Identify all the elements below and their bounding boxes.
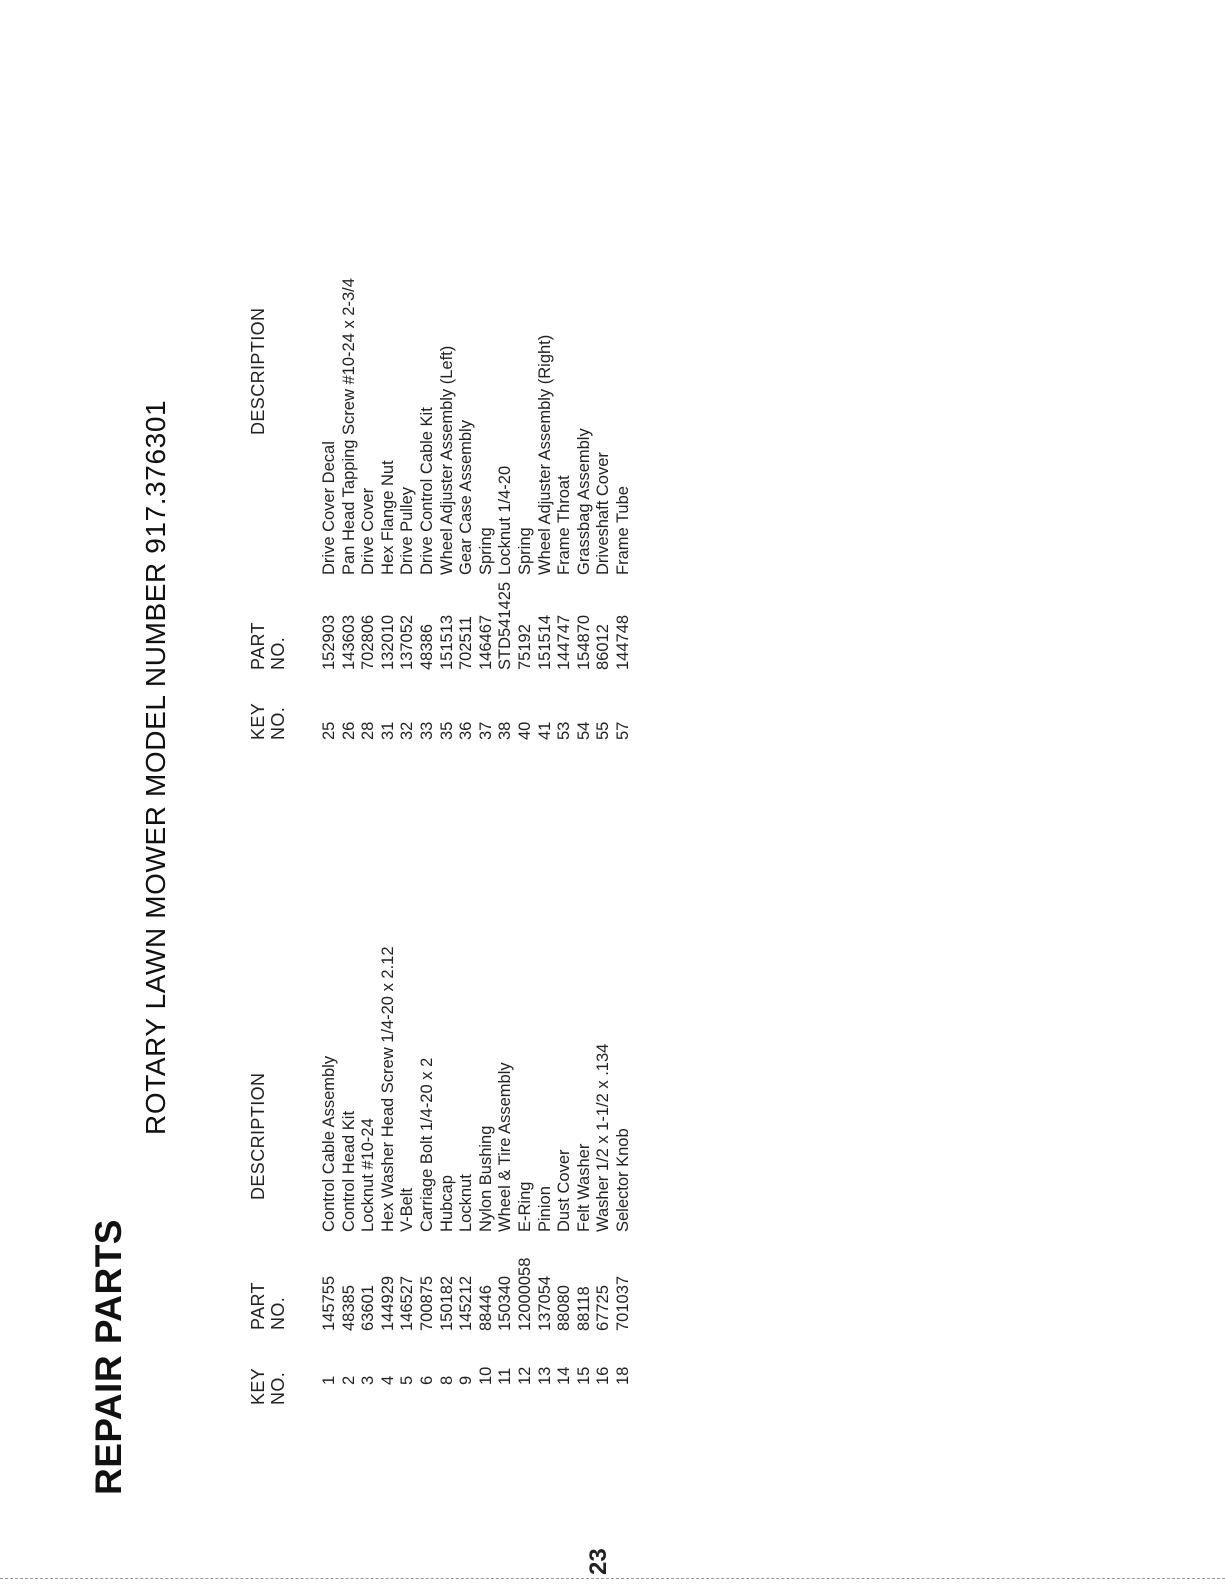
key-number: 1: [320, 1375, 338, 1385]
part-description: Hex Flange Nut: [378, 460, 397, 575]
key-number: 37: [476, 721, 495, 740]
key-number: 5: [398, 1375, 417, 1385]
page-title: ROTARY LAWN MOWER MODEL NUMBER 917.376301: [140, 399, 171, 1135]
part-description: Frame Throat: [555, 475, 574, 575]
part-number: 63601: [359, 1285, 378, 1331]
key-number: 15: [574, 1366, 593, 1385]
part-number: 137052: [398, 614, 417, 670]
part-number: 701037: [613, 1275, 632, 1331]
part-description: Drive Pulley: [398, 486, 417, 575]
part-number: 88446: [476, 1285, 495, 1331]
key-number: 40: [515, 721, 534, 740]
key-number: 3: [359, 1375, 378, 1385]
part-description: Drive Control Cable Kit: [417, 407, 436, 575]
key-number: 10: [476, 1366, 495, 1385]
key-number: 13: [535, 1366, 554, 1385]
part-description: Drive Cover: [359, 487, 378, 575]
part-number: 48385: [339, 1285, 358, 1331]
part-number: 700875: [417, 1275, 436, 1331]
key-number: 38: [496, 721, 515, 740]
part-description: Driveshaft Cover: [594, 452, 613, 575]
key-number: 2: [339, 1375, 358, 1385]
key-number: 25: [320, 721, 338, 740]
left-description-header: DESCRIPTION: [248, 1072, 268, 1200]
left-key-column: [320, 1367, 634, 1385]
part-number: 150340: [496, 1275, 515, 1331]
part-number: 144748: [613, 614, 632, 670]
key-number: 12: [515, 1366, 534, 1385]
part-description: Selector Knob: [613, 1128, 632, 1232]
key-number: 32: [398, 721, 417, 740]
part-number: 48386: [417, 624, 436, 670]
part-number: 88118: [574, 1286, 593, 1331]
right-description-column: [320, 278, 634, 575]
key-number: 31: [378, 721, 397, 740]
part-number: 132010: [378, 614, 397, 670]
part-description: Felt Washer: [574, 1143, 593, 1232]
right-description-header: DESCRIPTION: [248, 307, 268, 435]
part-description: Control Cable Assembly: [320, 1055, 338, 1232]
part-number: 146467: [476, 614, 495, 670]
scan-edge-rule: [0, 1578, 1225, 1579]
part-number: 145212: [457, 1275, 476, 1331]
part-number: 702806: [359, 614, 378, 670]
key-number: 53: [555, 721, 574, 740]
key-number: 36: [457, 721, 476, 740]
key-number: 8: [437, 1375, 456, 1385]
part-number: 150182: [437, 1275, 456, 1331]
part-number: 67725: [594, 1285, 613, 1331]
part-description: Wheel Adjuster Assembly (Left): [437, 345, 456, 575]
part-description: Nylon Bushing: [476, 1125, 495, 1232]
part-description: Hubcap: [437, 1175, 456, 1232]
key-number: 6: [417, 1375, 436, 1385]
part-description: Control Head Kit: [339, 1110, 358, 1232]
part-number: 86012: [594, 624, 613, 670]
part-description: Carriage Bolt 1/4-20 x 2: [417, 1057, 436, 1232]
part-number: 154870: [574, 614, 593, 670]
part-description: Spring: [476, 527, 495, 575]
part-number: 145755: [320, 1275, 338, 1331]
part-number: 146527: [398, 1275, 417, 1331]
part-description: Washer 1/2 x 1-1/2 x .134: [594, 1043, 613, 1232]
part-description: Drive Cover Decal: [320, 441, 338, 575]
part-number: 143603: [339, 614, 358, 670]
part-description: V-Belt: [398, 1187, 417, 1232]
part-description: Gear Case Assembly: [457, 420, 476, 575]
right-key-header: KEY NO.: [248, 702, 288, 740]
key-number: 35: [437, 721, 456, 740]
left-part-header: PART NO.: [248, 1282, 288, 1330]
left-part-column: [320, 1258, 634, 1331]
part-number: 151513: [437, 614, 456, 670]
part-number: 137054: [535, 1275, 554, 1331]
page-number: 23: [585, 1548, 612, 1575]
key-number: 14: [555, 1366, 574, 1385]
part-number: 75192: [515, 624, 534, 670]
part-description: Locknut 1/4-20: [496, 465, 515, 575]
key-number: 26: [339, 721, 358, 740]
part-number: 152903: [320, 614, 338, 670]
key-number: 55: [594, 721, 613, 740]
key-number: 4: [378, 1375, 397, 1385]
part-description: Locknut #10-24: [359, 1118, 378, 1232]
key-number: 9: [457, 1375, 476, 1385]
key-number: 16: [594, 1366, 613, 1385]
part-description: Dust Cover: [555, 1149, 574, 1232]
part-description: Locknut: [457, 1174, 476, 1232]
key-number: 54: [574, 721, 593, 740]
key-number: 33: [417, 721, 436, 740]
part-number: 144929: [378, 1275, 397, 1331]
part-description: Grassbag Assembly: [574, 428, 593, 575]
part-description: Pan Head Tapping Screw #10-24 x 2-3/4: [339, 278, 358, 575]
part-description: Spring: [515, 527, 534, 575]
part-number: 702511: [457, 616, 476, 670]
right-part-header: PART NO.: [248, 622, 288, 670]
right-part-column: [320, 582, 634, 670]
key-number: 41: [535, 721, 554, 740]
part-number: 12000058: [515, 1257, 534, 1331]
right-key-column: [320, 722, 634, 740]
left-description-column: [320, 946, 634, 1232]
part-description: Pinion: [535, 1186, 554, 1232]
part-description: Wheel & Tire Assembly: [496, 1062, 515, 1232]
section-heading: REPAIR PARTS: [88, 1219, 129, 1495]
part-description: E-Ring: [515, 1181, 534, 1232]
key-number: 18: [613, 1366, 632, 1385]
part-description: Frame Tube: [613, 486, 632, 575]
key-number: 57: [613, 721, 632, 740]
part-number: 144747: [555, 614, 574, 670]
part-number: 151514: [535, 614, 554, 670]
part-description: Hex Washer Head Screw 1/4-20 x 2.12: [378, 946, 397, 1232]
part-description: Wheel Adjuster Assembly (Right): [535, 334, 554, 575]
left-key-header: KEY NO.: [248, 1367, 288, 1405]
part-number: STD541425: [496, 581, 515, 670]
part-number: 88080: [555, 1285, 574, 1331]
key-number: 11: [496, 1367, 515, 1385]
key-number: 28: [359, 721, 378, 740]
